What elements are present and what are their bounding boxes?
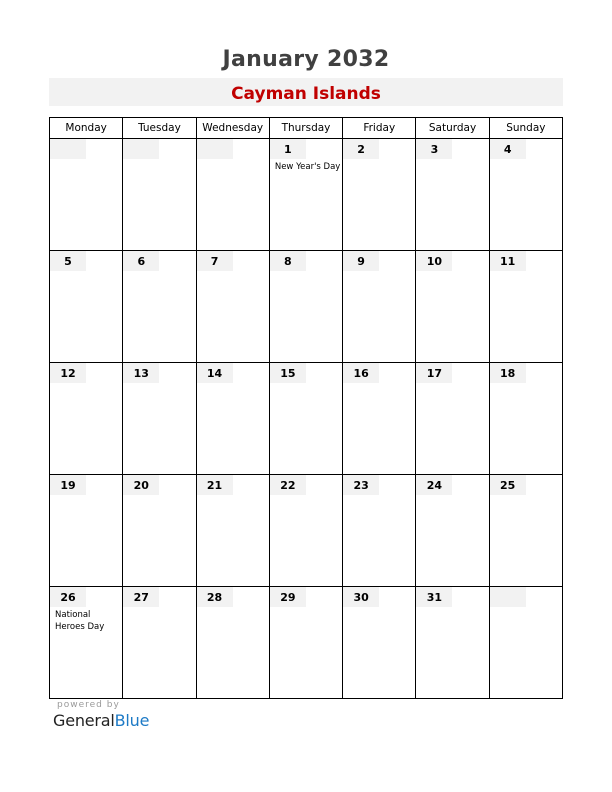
day-cell: [416, 251, 489, 363]
day-cell: [196, 139, 269, 251]
day-cell: [50, 475, 123, 587]
day-cell: [416, 475, 489, 587]
day-cell: [489, 475, 562, 587]
day-cell: [343, 587, 416, 699]
day-number: 5: [50, 251, 86, 271]
calendar-week-row: [50, 475, 563, 587]
day-number: 31: [416, 587, 452, 607]
day-number: 1: [270, 139, 306, 159]
brand-blue-text: Blue: [114, 711, 150, 730]
empty-day-marker: [197, 139, 233, 159]
day-number: 23: [343, 475, 379, 495]
region-name: Cayman Islands: [231, 84, 381, 104]
day-cell: [196, 251, 269, 363]
day-number: 3: [416, 139, 452, 159]
weekday-header: Thursday: [269, 118, 342, 139]
day-number: 19: [50, 475, 86, 495]
day-cell: [50, 587, 123, 699]
calendar-week-row: [50, 587, 563, 699]
day-number: 18: [490, 363, 526, 383]
page-title: January 2032: [222, 47, 390, 72]
empty-day-marker: [123, 139, 159, 159]
day-cell: [343, 475, 416, 587]
day-cell: [269, 587, 342, 699]
day-cell: [50, 363, 123, 475]
weekday-header: Friday: [343, 118, 416, 139]
day-cell: [343, 363, 416, 475]
day-cell: [196, 475, 269, 587]
day-cell: [489, 139, 562, 251]
weekday-header: Saturday: [416, 118, 489, 139]
day-number: 30: [343, 587, 379, 607]
weekday-header: Tuesday: [123, 118, 196, 139]
powered-by-text: powered by: [57, 700, 120, 710]
day-number: 27: [123, 587, 159, 607]
day-cell: [489, 251, 562, 363]
day-cell: [489, 363, 562, 475]
day-number: 12: [50, 363, 86, 383]
day-number: 6: [123, 251, 159, 271]
generalblue-logo[interactable]: [53, 711, 149, 730]
calendar-week-row: [50, 139, 563, 251]
day-number: 16: [343, 363, 379, 383]
day-number: 17: [416, 363, 452, 383]
day-number: 10: [416, 251, 452, 271]
day-cell: [416, 587, 489, 699]
day-cell: [123, 587, 196, 699]
day-number: 14: [197, 363, 233, 383]
day-cell: [196, 363, 269, 475]
holiday-label: National Heroes Day: [55, 610, 105, 632]
day-number: 11: [490, 251, 526, 271]
day-number: 7: [197, 251, 233, 271]
day-number: 2: [343, 139, 379, 159]
day-cell: [343, 251, 416, 363]
day-number: 25: [490, 475, 526, 495]
calendar-grid: [49, 117, 563, 699]
day-cell: [50, 139, 123, 251]
calendar-week-row: [50, 363, 563, 475]
day-number: 26: [50, 587, 86, 607]
day-number: 13: [123, 363, 159, 383]
day-number: 24: [416, 475, 452, 495]
day-number: 4: [490, 139, 526, 159]
day-cell: [123, 363, 196, 475]
day-number: 9: [343, 251, 379, 271]
day-number: 22: [270, 475, 306, 495]
holiday-label: New Year's Day: [274, 162, 341, 172]
day-cell: [196, 587, 269, 699]
weekday-header: Sunday: [489, 118, 562, 139]
day-number: 15: [270, 363, 306, 383]
weekday-header: Monday: [50, 118, 123, 139]
day-number: 29: [270, 587, 306, 607]
day-cell: [123, 139, 196, 251]
day-cell: [489, 587, 562, 699]
brand-general-text: General: [53, 711, 115, 730]
day-number: 28: [197, 587, 233, 607]
day-number: 21: [197, 475, 233, 495]
calendar-week-row: [50, 251, 563, 363]
weekday-header: Wednesday: [196, 118, 269, 139]
day-cell: [416, 363, 489, 475]
empty-day-marker: [490, 587, 526, 607]
day-cell: [123, 475, 196, 587]
empty-day-marker: [50, 139, 86, 159]
day-cell: [269, 251, 342, 363]
day-cell: [50, 251, 123, 363]
day-cell: [269, 363, 342, 475]
day-cell: [123, 251, 196, 363]
day-number: 8: [270, 251, 306, 271]
day-cell: [269, 475, 342, 587]
weekday-header-row: [50, 118, 563, 139]
day-cell: [343, 139, 416, 251]
day-number: 20: [123, 475, 159, 495]
day-cell: [269, 139, 342, 251]
day-cell: [416, 139, 489, 251]
